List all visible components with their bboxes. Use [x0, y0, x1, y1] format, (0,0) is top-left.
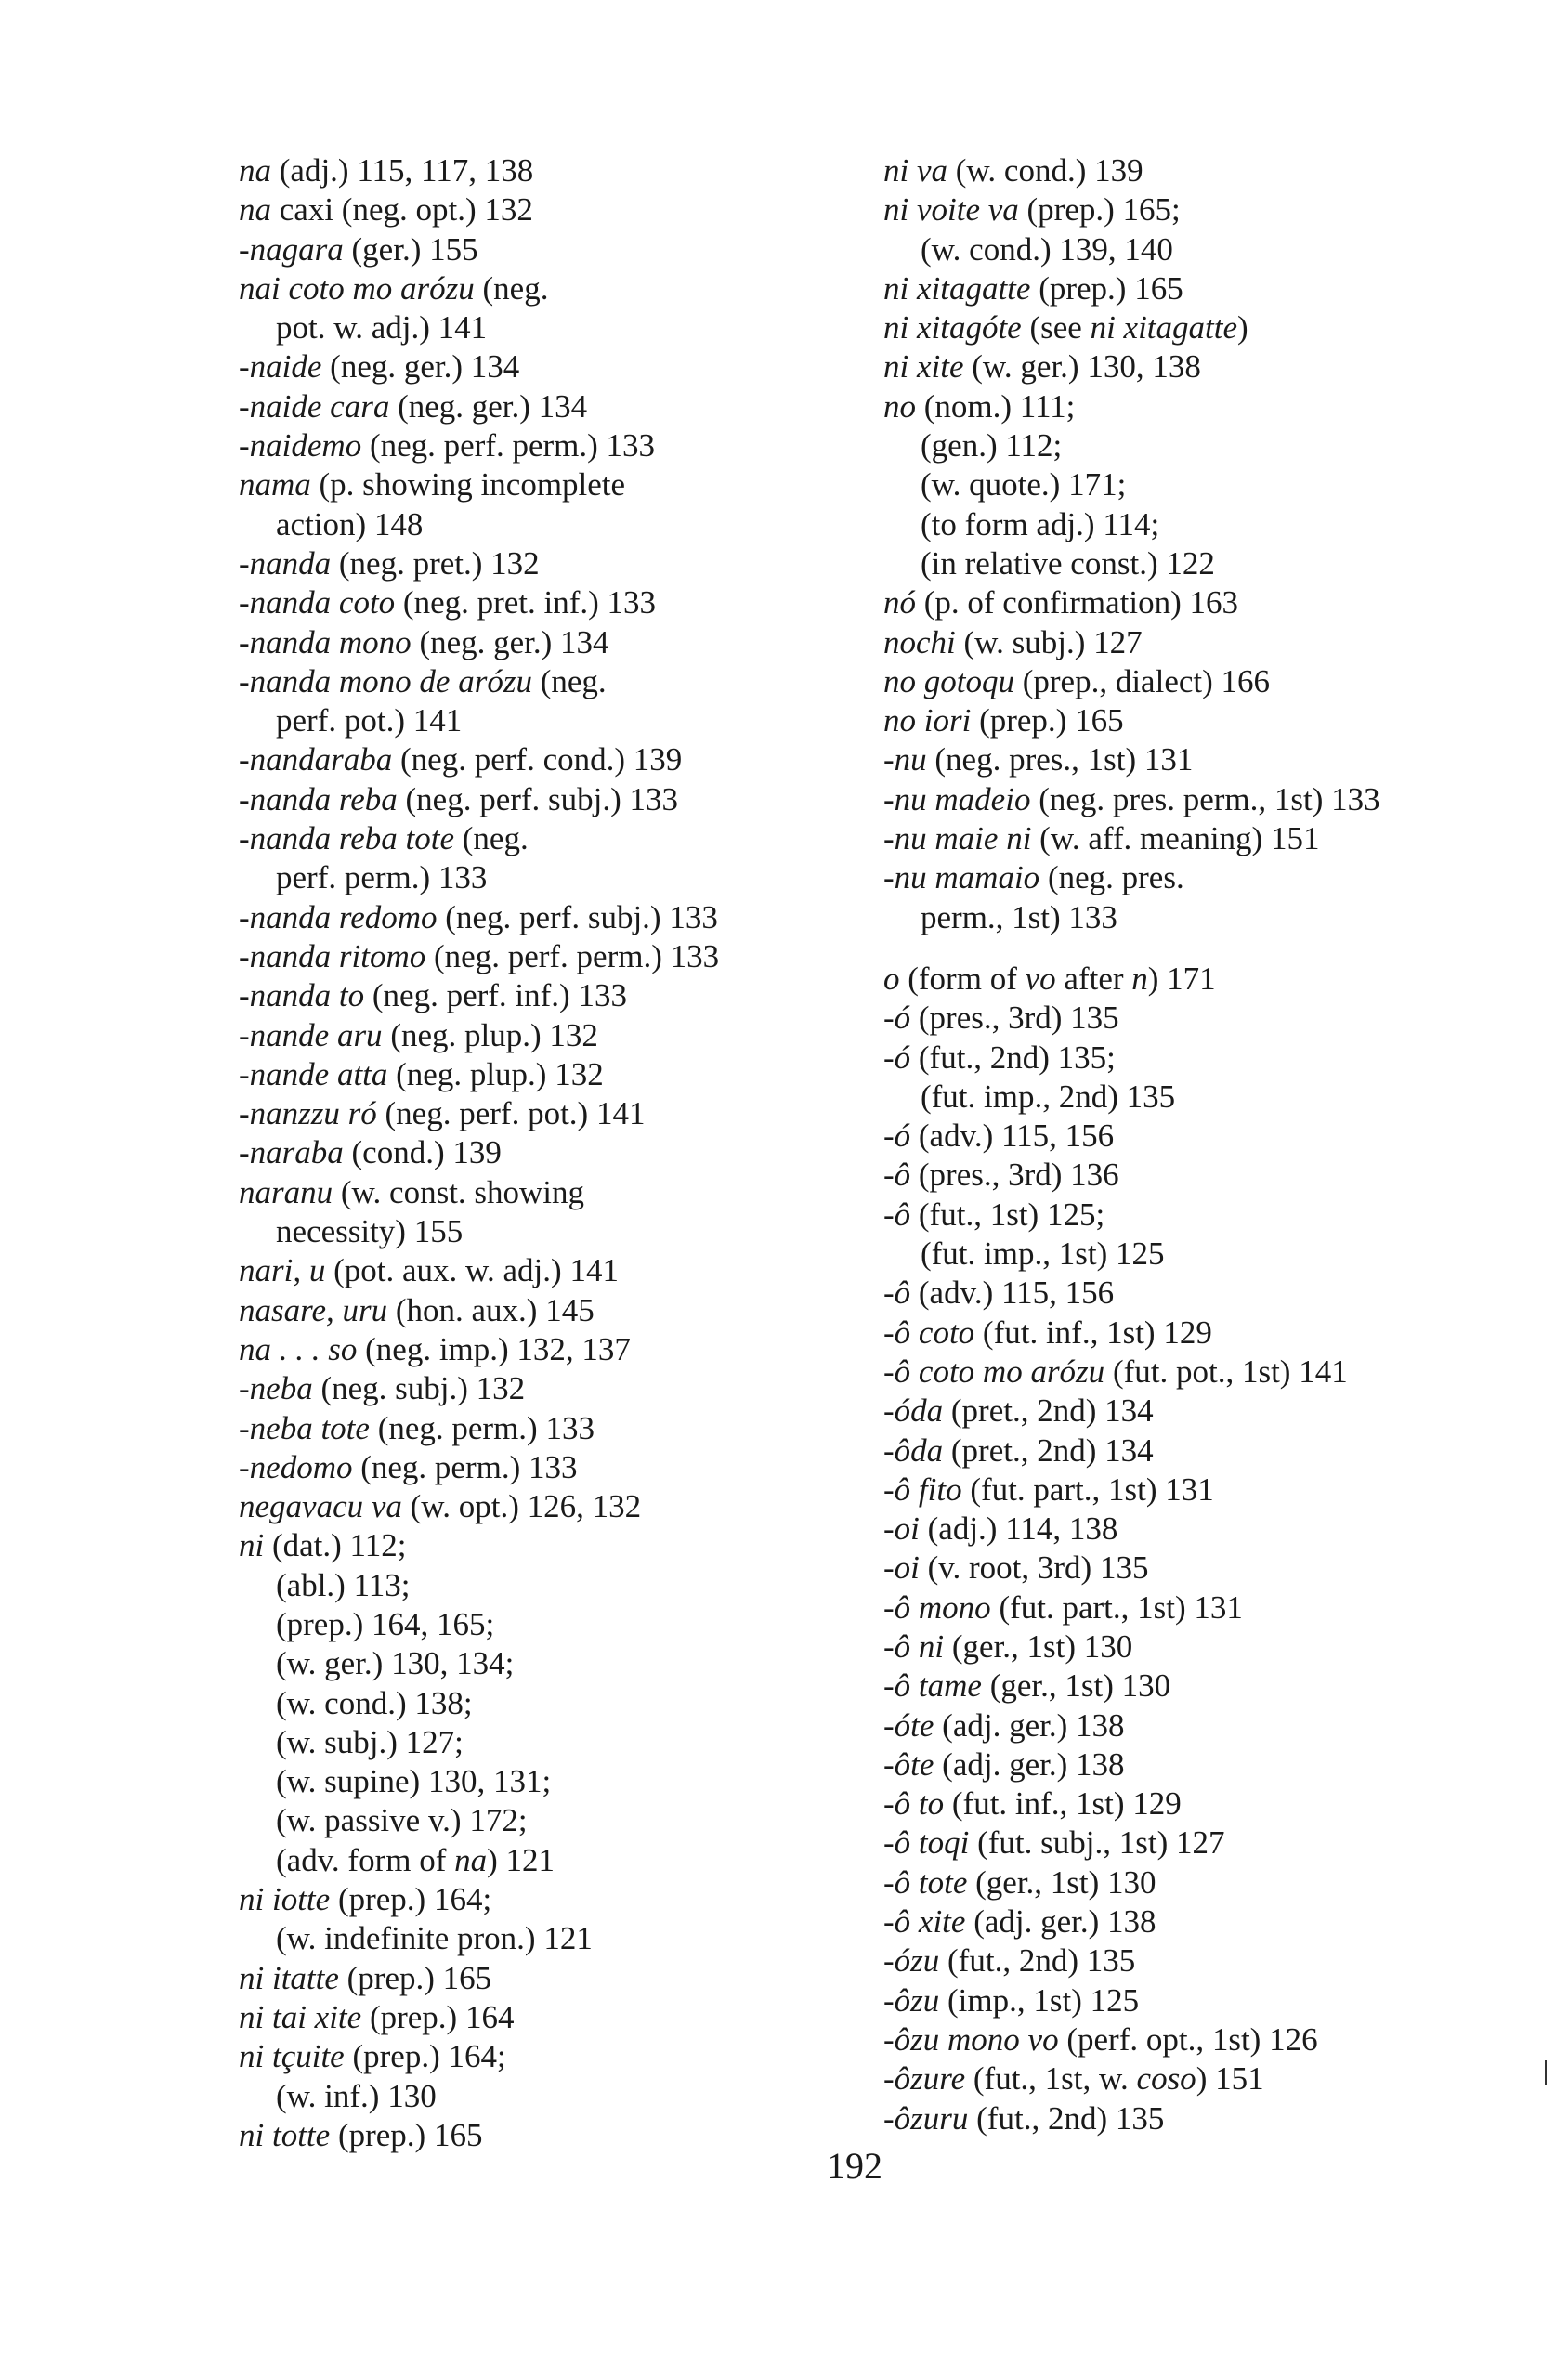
entry-term: ni xite — [883, 348, 964, 386]
index-entry — [883, 1471, 1380, 1510]
entry-term: -óte — [883, 1706, 934, 1744]
entry-detail: (perf. opt., 1st) 126 — [1058, 2020, 1318, 2058]
entry-detail: (neg. pres. — [1039, 859, 1184, 896]
index-entry — [883, 1510, 1380, 1549]
entry-detail: perf. perm.) 133 — [276, 859, 488, 896]
entry-detail: pot. w. adj.) 141 — [276, 309, 488, 346]
entry-term: nochi — [883, 623, 956, 660]
index-entry — [239, 976, 719, 1015]
entry-term: -ô mono — [883, 1588, 991, 1626]
index-subentry — [883, 1078, 1380, 1117]
index-entry — [239, 1330, 719, 1369]
entry-detail: (neg. ger.) 134 — [321, 348, 520, 386]
index-entry — [883, 819, 1380, 858]
index-entry — [883, 1824, 1380, 1863]
index-entry — [883, 308, 1380, 347]
entry-detail: (pret., 2nd) 134 — [943, 1431, 1154, 1469]
index-entry — [883, 1353, 1380, 1392]
entry-detail: ) — [1237, 309, 1248, 346]
entry-detail: (w. ger.) 130, 134; — [276, 1645, 515, 1682]
entry-term: -nu mamaio — [883, 859, 1040, 896]
entry-term: nó — [883, 584, 916, 621]
index-entry — [883, 960, 1380, 999]
entry-detail: perf. pot.) 141 — [276, 702, 463, 739]
entry-term: -nanda redomo — [239, 898, 438, 935]
entry-detail: (fut. imp., 1st) 125 — [921, 1235, 1165, 1273]
entry-term: -ô — [883, 1196, 911, 1233]
entry-term: no iori — [883, 702, 972, 739]
entry-detail: (cond.) 139 — [343, 1134, 502, 1171]
index-entry — [239, 1291, 719, 1330]
entry-term: -ó — [883, 1118, 911, 1155]
index-entry — [239, 662, 719, 701]
index-entry — [239, 151, 719, 190]
entry-detail: (adj. ger.) 138 — [965, 1903, 1156, 1941]
entry-term: ni xitagóte — [883, 309, 1022, 346]
entry-term: ni xitagatte — [1090, 309, 1238, 346]
entry-detail: (w. subj.) 127; — [276, 1723, 464, 1760]
index-subentry — [883, 1235, 1380, 1274]
entry-detail: (prep., dialect) 166 — [1013, 662, 1271, 699]
entry-detail: ) 121 — [487, 1841, 555, 1878]
index-subentry — [239, 701, 719, 740]
entry-detail: (prep.) 165 — [1030, 269, 1183, 307]
index-entry — [883, 740, 1380, 779]
index-subentry — [239, 1605, 719, 1644]
entry-detail: (neg. pret. inf.) 133 — [395, 584, 657, 621]
entry-term: -nu — [883, 741, 927, 778]
entry-term: nama — [239, 466, 311, 503]
index-subentry — [239, 1841, 719, 1880]
entry-detail: (adj.) 114, 138 — [919, 1510, 1118, 1548]
index-entry — [883, 1431, 1380, 1471]
entry-term: -ó — [883, 1000, 911, 1037]
index-entry — [239, 937, 719, 976]
index-entry — [883, 1117, 1380, 1156]
index-entry — [883, 1039, 1380, 1078]
entry-term: -naidemo — [239, 427, 362, 464]
entry-term: -ôda — [883, 1431, 944, 1469]
entry-term: -nanda reba tote — [239, 820, 454, 857]
index-entry — [239, 898, 719, 937]
index-entry — [883, 1196, 1380, 1235]
index-column-right — [883, 151, 1380, 2138]
entry-detail: (neg. perf. subj.) 133 — [437, 898, 718, 935]
entry-detail: (fut. subj., 1st) 127 — [969, 1824, 1225, 1862]
entry-detail: (w. cond.) 138; — [276, 1684, 473, 1721]
entry-detail: (prep.) 164, 165; — [276, 1605, 495, 1642]
index-entry — [239, 1409, 719, 1448]
index-subentry — [883, 544, 1380, 583]
index-entry — [883, 1706, 1380, 1745]
entry-term: no — [883, 387, 916, 425]
section-gap — [883, 937, 1380, 960]
entry-term: na — [454, 1841, 488, 1878]
index-entry — [239, 1173, 719, 1212]
index-subentry — [239, 1919, 719, 1958]
entry-detail: (imp., 1st) 125 — [939, 1981, 1140, 2019]
entry-term: ni tçuite — [239, 2038, 345, 2075]
index-entry — [883, 583, 1380, 622]
entry-term: -neba — [239, 1370, 313, 1407]
entry-detail: (pres., 3rd) 135 — [910, 1000, 1119, 1037]
index-entry — [239, 347, 719, 386]
index-entry — [883, 1314, 1380, 1353]
entry-detail: (fut. pot., 1st) 141 — [1104, 1353, 1348, 1390]
index-entry — [239, 1094, 719, 1133]
entry-detail: (neg. perf. perm.) 133 — [361, 427, 656, 464]
entry-term: -ô to — [883, 1785, 945, 1823]
entry-detail: (hon. aux.) 145 — [387, 1291, 595, 1328]
entry-detail: (ger., 1st) 130 — [967, 1863, 1156, 1901]
entry-term: -ô — [883, 1275, 911, 1312]
entry-term: ni totte — [239, 2116, 331, 2153]
entry-term: -ô tame — [883, 1667, 982, 1705]
index-entry — [883, 190, 1380, 229]
entry-detail: (p. showing incomplete — [310, 466, 626, 503]
entry-term: -naraba — [239, 1134, 344, 1171]
entry-detail: (ger.) 155 — [343, 230, 478, 268]
entry-detail: (w. opt.) 126, 132 — [401, 1488, 642, 1525]
entry-detail: (neg. perf. inf.) 133 — [364, 977, 627, 1014]
index-entry — [239, 1448, 719, 1487]
index-entry — [239, 230, 719, 269]
entry-term: -ô ni — [883, 1627, 945, 1665]
index-entry — [883, 1902, 1380, 1941]
index-entry — [883, 151, 1380, 190]
entry-detail: (prep.) 165 — [330, 2116, 483, 2153]
index-entry — [239, 583, 719, 622]
entry-detail: (neg. pres., 1st) 131 — [926, 741, 1194, 778]
index-entry — [239, 819, 719, 858]
entry-detail: (w. ger.) 130, 138 — [963, 348, 1201, 386]
entry-detail: (neg. subj.) 132 — [312, 1370, 526, 1407]
entry-detail: (adv. form of — [276, 1841, 455, 1878]
index-entry — [883, 1549, 1380, 1588]
entry-detail: (pres., 3rd) 136 — [910, 1157, 1119, 1194]
index-entry — [239, 1880, 719, 1919]
entry-term: -naide — [239, 348, 322, 386]
page-number: 192 — [827, 2145, 882, 2187]
entry-detail: (fut. part., 1st) 131 — [961, 1471, 1214, 1508]
entry-detail: (to form adj.) 114; — [921, 505, 1160, 542]
index-entry — [883, 1667, 1380, 1706]
entry-term: ni va — [883, 152, 948, 189]
entry-term: nasare, uru — [239, 1291, 388, 1328]
entry-term: -óda — [883, 1392, 944, 1430]
entry-detail: (neg. plup.) 132 — [382, 1016, 598, 1053]
index-subentry — [883, 230, 1380, 269]
index-entry — [883, 347, 1380, 386]
index-entry — [883, 1156, 1380, 1195]
entry-term: -nandaraba — [239, 741, 393, 778]
entry-detail: (adv.) 115, 156 — [910, 1275, 1115, 1312]
index-entry — [239, 465, 719, 504]
entry-detail: perm., 1st) 133 — [921, 898, 1117, 935]
entry-term: -ôzure — [883, 2060, 966, 2098]
entry-detail: (see — [1021, 309, 1091, 346]
entry-term: -ôzuru — [883, 2099, 969, 2137]
index-entry — [883, 1981, 1380, 2020]
entry-term: -ô toqi — [883, 1824, 970, 1862]
index-entry — [883, 387, 1380, 426]
index-entry — [239, 269, 719, 308]
index-subentry — [239, 308, 719, 347]
entry-detail: (prep.) 165 — [971, 702, 1124, 739]
index-entry — [883, 701, 1380, 740]
entry-detail: (neg. — [531, 662, 607, 699]
entry-term: -ô tote — [883, 1863, 968, 1901]
index-entry — [239, 190, 719, 229]
index-entry — [239, 2037, 719, 2076]
entry-detail: necessity) 155 — [276, 1213, 464, 1250]
entry-detail: (neg. pres. perm., 1st) 133 — [1030, 780, 1380, 817]
entry-detail: (adj. ger.) 138 — [934, 1745, 1125, 1783]
index-entry — [239, 387, 719, 426]
entry-detail: (fut., 2nd) 135; — [910, 1039, 1116, 1076]
entry-term: -ô fito — [883, 1471, 962, 1508]
entry-detail: (neg. perf. pot.) 141 — [376, 1095, 646, 1132]
entry-detail: (w. const. showing — [333, 1173, 585, 1210]
entry-detail: (prep.) 164; — [330, 1881, 492, 1918]
entry-term: o — [883, 960, 900, 997]
index-entry — [239, 1133, 719, 1172]
entry-detail: (w. subj.) 127 — [955, 623, 1143, 660]
entry-term: -ô coto — [883, 1314, 975, 1351]
index-subentry — [239, 1684, 719, 1723]
entry-detail: (w. quote.) 171; — [921, 466, 1127, 503]
entry-detail: (pot. aux. w. adj.) 141 — [325, 1252, 619, 1289]
entry-detail: (fut., 1st) 125; — [910, 1196, 1105, 1233]
entry-detail: (neg. plup.) 132 — [387, 1055, 604, 1092]
entry-term: -nanda mono de arózu — [239, 662, 532, 699]
entry-detail: (pret., 2nd) 134 — [943, 1392, 1154, 1430]
entry-term: no gotoqu — [883, 662, 1014, 699]
entry-detail: (prep.) 165; — [1018, 191, 1181, 229]
index-entry — [883, 2020, 1380, 2059]
entry-term: -nanda ritomo — [239, 937, 426, 974]
margin-mark — [1545, 2060, 1547, 2085]
entry-term: -neba tote — [239, 1409, 370, 1446]
index-subentry — [239, 1762, 719, 1801]
entry-term: -nanzzu ró — [239, 1095, 377, 1132]
entry-detail: (dat.) 112; — [264, 1527, 407, 1564]
entry-term: naranu — [239, 1173, 333, 1210]
index-entry — [883, 2059, 1380, 2098]
index-entry — [883, 1392, 1380, 1431]
entry-detail: (w. indefinite pron.) 121 — [276, 1920, 593, 1957]
entry-term: -ôte — [883, 1745, 934, 1783]
entry-detail: (abl.) 113; — [276, 1566, 411, 1603]
entry-term: n — [1131, 960, 1148, 997]
entry-detail: (fut. imp., 2nd) 135 — [921, 1078, 1176, 1115]
index-entry — [883, 1588, 1380, 1627]
index-entry — [239, 1487, 719, 1526]
index-entry — [883, 2099, 1380, 2138]
entry-term: na — [239, 191, 271, 229]
entry-term: na . . . so — [239, 1330, 358, 1367]
entry-detail: (neg. pret.) 132 — [331, 544, 540, 582]
entry-term: ni xitagatte — [883, 269, 1031, 307]
entry-detail: (neg. perf. cond.) 139 — [392, 741, 683, 778]
entry-term: -ô xite — [883, 1903, 966, 1941]
entry-detail: (neg. perm.) 133 — [369, 1409, 595, 1446]
index-entry — [883, 858, 1380, 897]
entry-detail: (adj. ger.) 138 — [934, 1706, 1125, 1744]
entry-detail: (neg. ger.) 134 — [411, 623, 609, 660]
index-subentry — [239, 1644, 719, 1683]
entry-detail: (prep.) 164 — [361, 1998, 515, 2035]
entry-term: -nanda reba — [239, 780, 398, 817]
entry-term: ni itatte — [239, 1959, 339, 1996]
index-entry — [239, 740, 719, 779]
entry-detail: (neg. perf. subj.) 133 — [397, 780, 679, 817]
entry-term: -nanda mono — [239, 623, 412, 660]
entry-detail: (fut., 2nd) 135 — [968, 2099, 1165, 2137]
index-entry — [883, 780, 1380, 819]
index-subentry — [239, 1212, 719, 1251]
entry-term: -oi — [883, 1549, 920, 1587]
entry-detail: (neg. imp.) 132, 137 — [357, 1330, 631, 1367]
entry-detail: (neg. perf. perm.) 133 — [425, 937, 720, 974]
entry-detail: (w. aff. meaning) 151 — [1031, 820, 1320, 857]
entry-detail: (fut. part., 1st) 131 — [990, 1588, 1243, 1626]
entry-detail: ) 171 — [1147, 960, 1216, 997]
entry-term: ni voite va — [883, 191, 1019, 229]
index-entry — [239, 1526, 719, 1565]
index-subentry — [239, 858, 719, 897]
entry-term: -nu madeio — [883, 780, 1031, 817]
index-column-left — [239, 151, 719, 2155]
entry-term: -nanda — [239, 544, 332, 582]
index-entry — [883, 1941, 1380, 1980]
entry-detail: after — [1055, 960, 1132, 997]
index-entry — [239, 544, 719, 583]
entry-detail: (prep.) 165 — [338, 1959, 492, 1996]
index-entry — [883, 1274, 1380, 1313]
entry-detail: caxi (neg. opt.) 132 — [271, 191, 533, 229]
index-entry — [239, 1998, 719, 2037]
index-entry — [883, 1745, 1380, 1784]
entry-detail: (w. inf.) 130 — [276, 2077, 437, 2114]
entry-detail: (fut. inf., 1st) 129 — [944, 1785, 1182, 1823]
index-entry — [239, 1055, 719, 1094]
index-entry — [883, 1627, 1380, 1667]
entry-term: -ôzu mono vo — [883, 2020, 1059, 2058]
entry-detail: (ger., 1st) 130 — [981, 1667, 1171, 1705]
index-subentry — [883, 505, 1380, 544]
entry-term: ni iotte — [239, 1881, 331, 1918]
entry-term: -ózu — [883, 1942, 940, 1980]
entry-term: ni tai xite — [239, 1998, 362, 2035]
entry-detail: (nom.) 111; — [916, 387, 1076, 425]
entry-term: -ôzu — [883, 1981, 940, 2019]
entry-term: coso — [1136, 2060, 1196, 2098]
index-entry — [883, 662, 1380, 701]
index-subentry — [239, 2077, 719, 2116]
entry-detail: (form of — [899, 960, 1026, 997]
entry-term: -nu maie ni — [883, 820, 1032, 857]
index-subentry — [883, 898, 1380, 937]
entry-detail: (w. cond.) 139 — [947, 152, 1143, 189]
entry-term: na — [239, 152, 271, 189]
entry-term: nai coto mo arózu — [239, 269, 475, 307]
index-entry — [883, 269, 1380, 308]
entry-term: -nanda coto — [239, 584, 396, 621]
index-entry — [239, 1959, 719, 1998]
entry-term: nari, u — [239, 1252, 326, 1289]
index-entry — [239, 623, 719, 662]
index-entry — [239, 426, 719, 465]
index-subentry — [239, 505, 719, 544]
index-subentry — [239, 1801, 719, 1840]
entry-detail: (neg. perm.) 133 — [352, 1448, 578, 1485]
index-entry — [239, 1369, 719, 1408]
entry-detail: (fut., 1st, w. — [965, 2060, 1137, 2098]
entry-detail: (w. cond.) 139, 140 — [921, 230, 1173, 268]
entry-term: -nagara — [239, 230, 344, 268]
index-entry — [883, 623, 1380, 662]
entry-term: -ó — [883, 1039, 911, 1076]
entry-detail: (ger., 1st) 130 — [944, 1627, 1133, 1665]
index-subentry — [883, 426, 1380, 465]
index-entry — [239, 780, 719, 819]
entry-detail: (v. root, 3rd) 135 — [919, 1549, 1149, 1587]
entry-term: -nanda to — [239, 977, 365, 1014]
index-entry — [239, 1016, 719, 1055]
entry-detail: (neg. — [474, 269, 549, 307]
entry-detail: (neg. ger.) 134 — [389, 387, 588, 425]
entry-detail: (fut. inf., 1st) 129 — [974, 1314, 1212, 1351]
entry-detail: (w. supine) 130, 131; — [276, 1763, 552, 1800]
index-subentry — [883, 465, 1380, 504]
entry-detail: (neg. — [454, 820, 529, 857]
entry-detail: (gen.) 112; — [921, 427, 1063, 464]
index-entry — [883, 1863, 1380, 1902]
entry-term: -naide cara — [239, 387, 390, 425]
index-entry — [883, 1784, 1380, 1824]
entry-detail: (p. of confirmation) 163 — [916, 584, 1238, 621]
entry-term: -ô coto mo arózu — [883, 1353, 1105, 1390]
entry-term: -nedomo — [239, 1448, 353, 1485]
index-entry — [239, 1251, 719, 1290]
entry-detail: (prep.) 164; — [344, 2038, 506, 2075]
entry-term: -oi — [883, 1510, 920, 1548]
entry-term: -nande atta — [239, 1055, 388, 1092]
entry-detail: (fut., 2nd) 135 — [939, 1942, 1136, 1980]
entry-detail: (adj.) 115, 117, 138 — [271, 152, 534, 189]
entry-term: ni — [239, 1527, 265, 1564]
entry-term: -ô — [883, 1157, 911, 1194]
entry-detail: (in relative const.) 122 — [921, 544, 1215, 582]
index-subentry — [239, 1566, 719, 1605]
entry-term: -nande aru — [239, 1016, 383, 1053]
index-entry — [883, 999, 1380, 1038]
entry-term: negavacu va — [239, 1488, 402, 1525]
entry-detail: ) 151 — [1196, 2060, 1264, 2098]
entry-detail: action) 148 — [276, 505, 424, 542]
index-subentry — [239, 1723, 719, 1762]
entry-term: vo — [1025, 960, 1056, 997]
entry-detail: (adv.) 115, 156 — [910, 1118, 1115, 1155]
entry-detail: (w. passive v.) 172; — [276, 1802, 528, 1839]
